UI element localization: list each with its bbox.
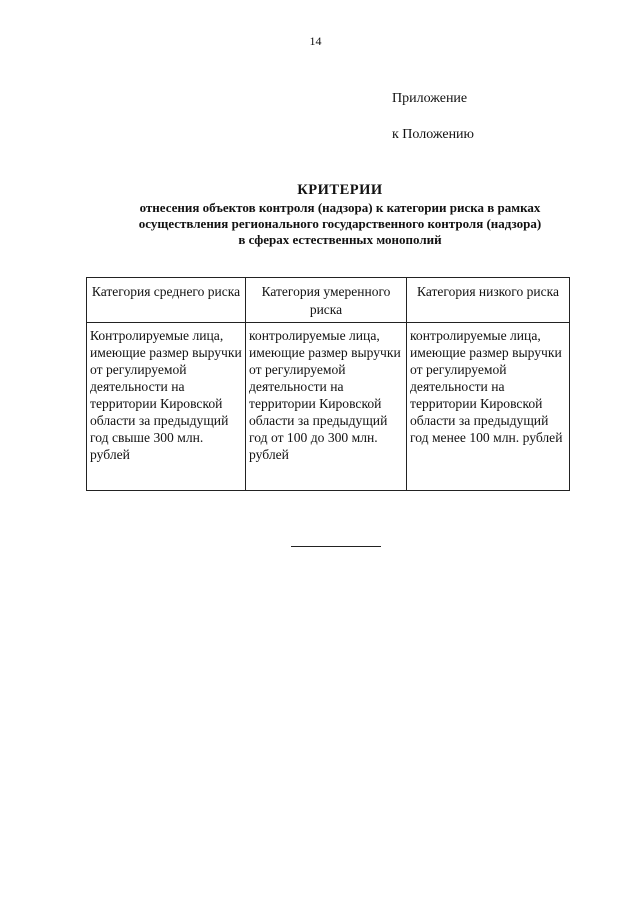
header-medium-risk: Категория среднего риска bbox=[87, 278, 246, 323]
document-subtitle-line-3: в сферах естественных монополий bbox=[238, 232, 442, 247]
appendix-label: Приложение bbox=[392, 91, 468, 106]
document-subtitle-line-2: осуществления регионального государственного контроля (надзора) bbox=[138, 216, 542, 231]
risk-criteria-table bbox=[86, 277, 570, 491]
table-row bbox=[87, 323, 570, 491]
cell-moderate-risk-criteria: контролируемые лица, имеющие размер выручки от регулируемой деятельности на территории Кировской области за предыдущий год от 100 до 300 млн. рублей bbox=[246, 323, 407, 491]
table-header-row bbox=[87, 278, 570, 323]
closing-divider bbox=[291, 546, 381, 547]
page-number: 14 bbox=[309, 34, 322, 48]
header-moderate-risk: Категория умеренного риска bbox=[246, 278, 407, 323]
document-subtitle-line-1: отнесения объектов контроля (надзора) к категории риска в рамках bbox=[139, 200, 541, 215]
header-low-risk: Категория низкого риска bbox=[407, 278, 570, 323]
cell-low-risk-criteria: контролируемые лица, имеющие размер выручки от регулируемой деятельности на территории Кировской области за предыдущий год менее 100 млн. рублей bbox=[407, 323, 570, 491]
cell-medium-risk-criteria: Контролируемые лица, имеющие размер выручки от регулируемой деятельности на территории Кировской области за предыдущий год свыше 300 млн. рублей bbox=[87, 323, 246, 491]
document-title-block bbox=[60, 181, 620, 248]
document-title: КРИТЕРИИ bbox=[297, 182, 383, 198]
appendix-reference: к Положению bbox=[392, 127, 475, 142]
